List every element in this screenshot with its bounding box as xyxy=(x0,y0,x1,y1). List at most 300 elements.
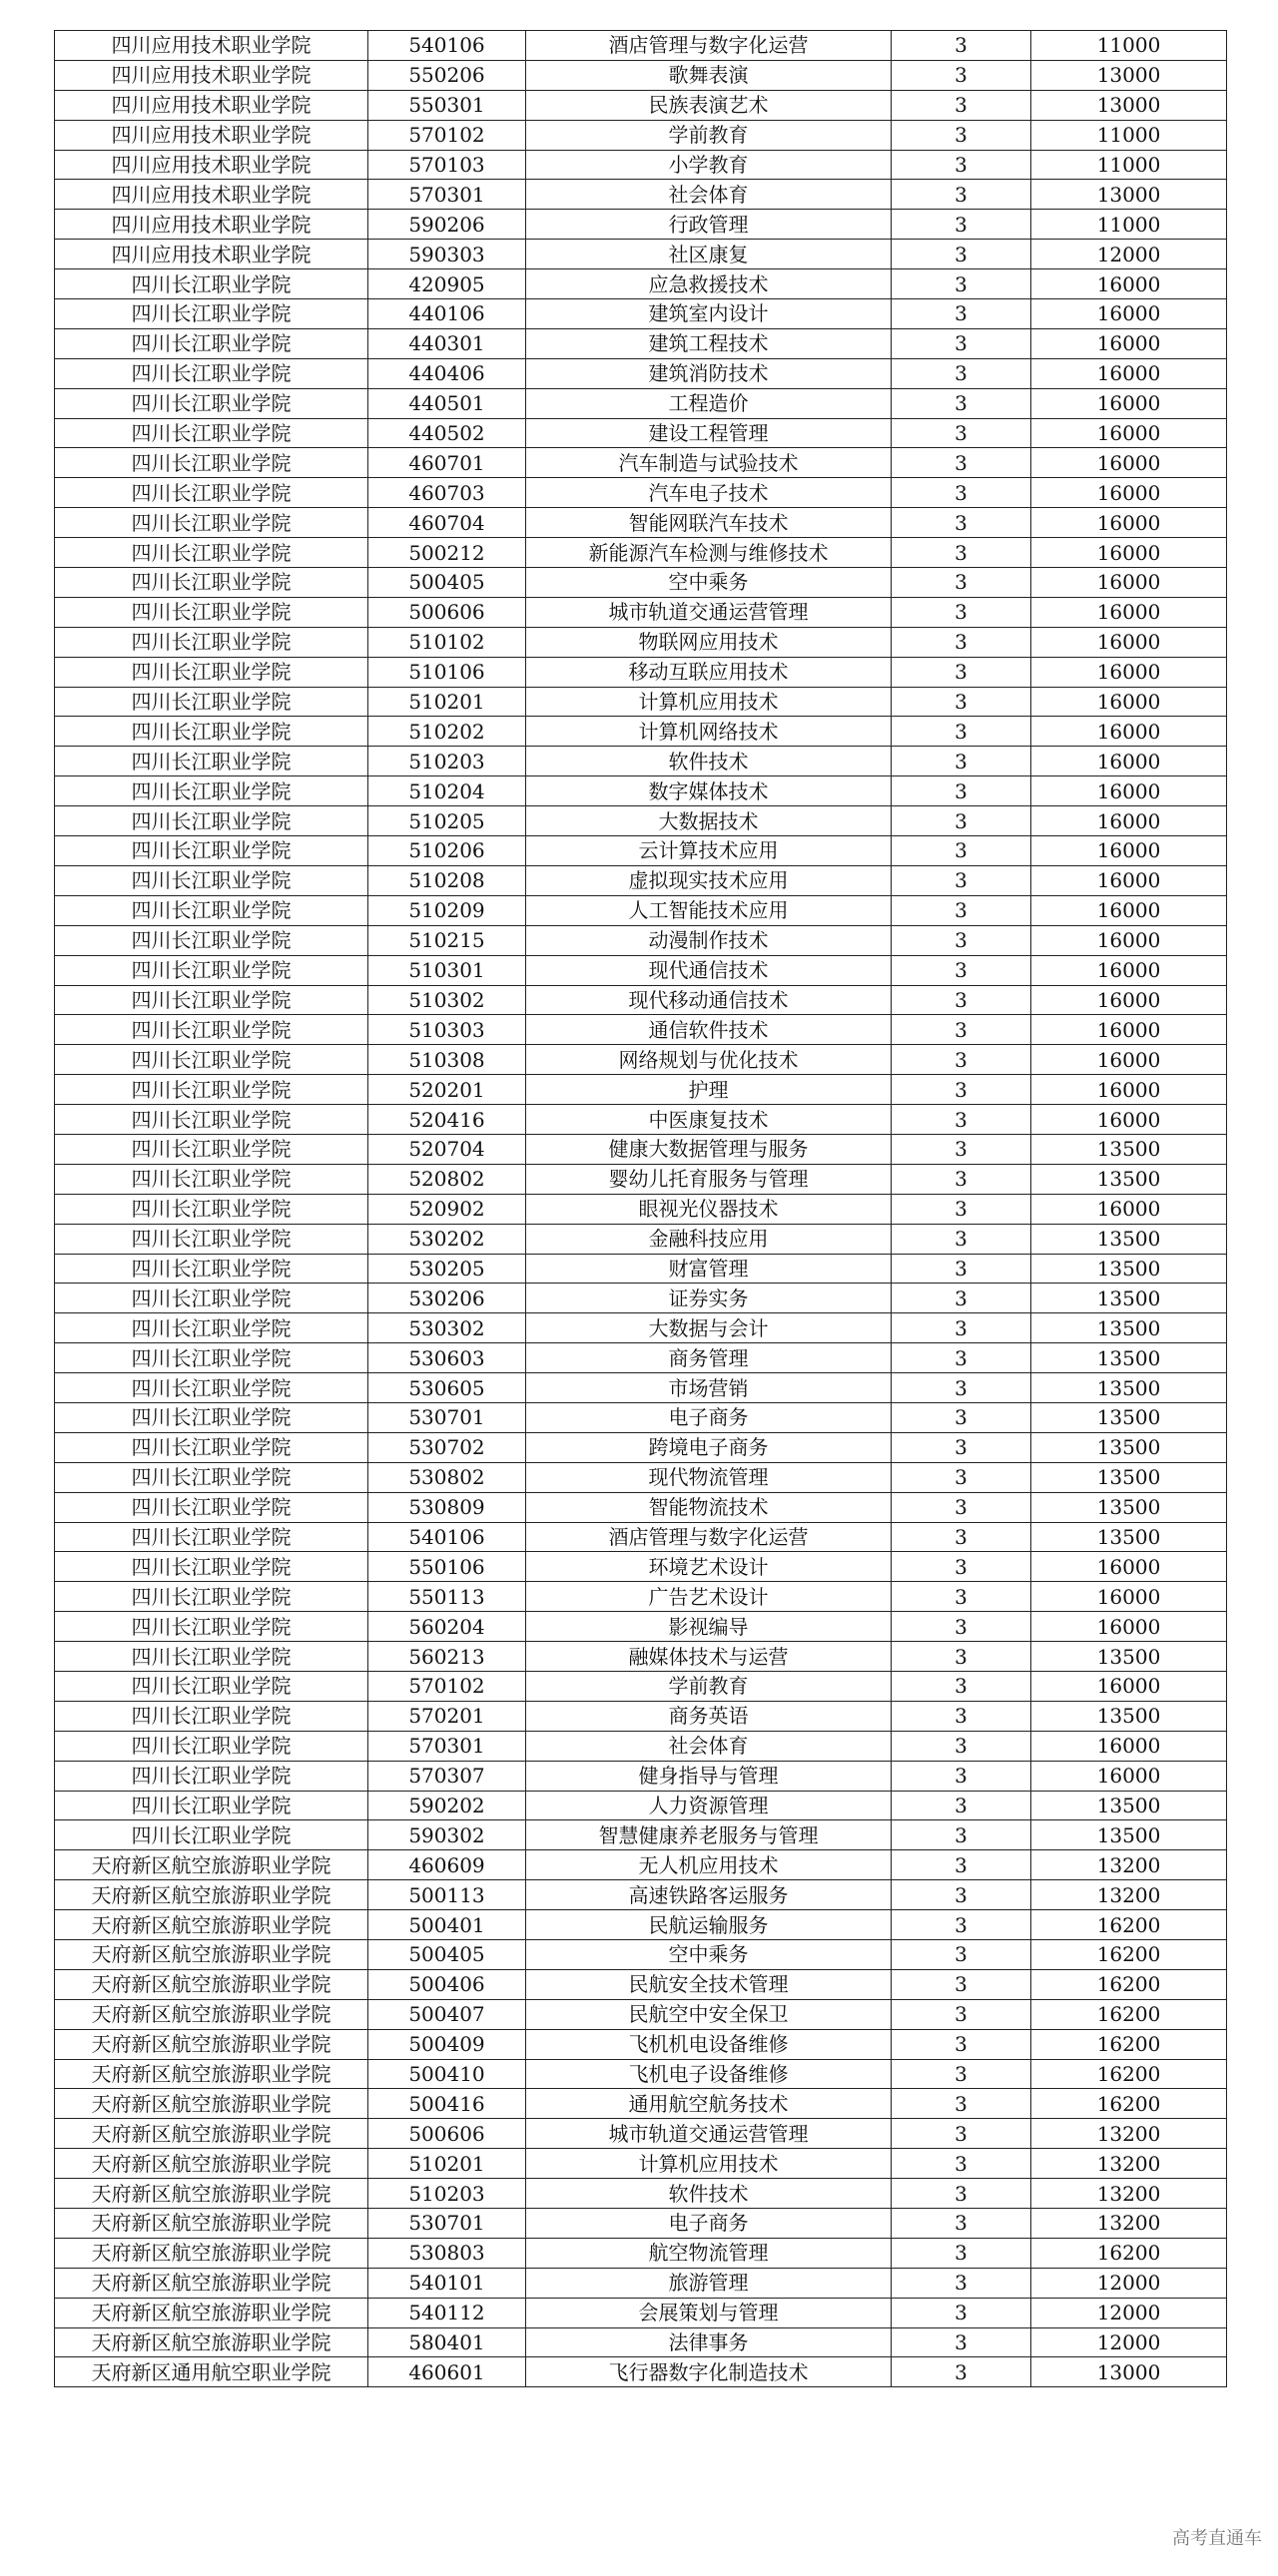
duration-cell: 3 xyxy=(892,568,1031,598)
duration-cell: 3 xyxy=(892,1582,1031,1612)
major-name-cell: 智慧健康养老服务与管理 xyxy=(526,1820,892,1850)
duration-cell: 3 xyxy=(892,60,1031,90)
table-row xyxy=(55,1731,1227,1761)
major-code-cell: 500410 xyxy=(368,2059,526,2089)
major-code-cell: 530605 xyxy=(368,1373,526,1403)
table-row xyxy=(55,1254,1227,1284)
table-row xyxy=(55,1791,1227,1820)
major-name-cell: 法律事务 xyxy=(526,2327,892,2357)
table-row xyxy=(55,1642,1227,1672)
tuition-cell: 11000 xyxy=(1031,150,1227,180)
major-name-cell: 眼视光仪器技术 xyxy=(526,1194,892,1224)
major-name-cell: 健身指导与管理 xyxy=(526,1761,892,1791)
table-row xyxy=(55,269,1227,299)
school-cell: 四川应用技术职业学院 xyxy=(55,210,368,240)
school-cell: 四川长江职业学院 xyxy=(55,1642,368,1672)
major-code-cell: 570102 xyxy=(368,1671,526,1701)
major-name-cell: 工程造价 xyxy=(526,388,892,418)
table-row xyxy=(55,1850,1227,1880)
school-cell: 四川长江职业学院 xyxy=(55,865,368,895)
table-row xyxy=(55,388,1227,418)
major-name-cell: 现代移动通信技术 xyxy=(526,985,892,1015)
major-name-cell: 护理 xyxy=(526,1075,892,1105)
major-code-cell: 440301 xyxy=(368,328,526,358)
major-name-cell: 建筑工程技术 xyxy=(526,328,892,358)
major-name-cell: 智能物流技术 xyxy=(526,1492,892,1522)
major-code-cell: 500401 xyxy=(368,1910,526,1940)
duration-cell: 3 xyxy=(892,1224,1031,1254)
school-cell: 四川长江职业学院 xyxy=(55,1254,368,1284)
duration-cell: 3 xyxy=(892,1671,1031,1701)
major-code-cell: 530603 xyxy=(368,1343,526,1373)
major-name-cell: 通用航空航务技术 xyxy=(526,2089,892,2119)
duration-cell: 3 xyxy=(892,1761,1031,1791)
tuition-cell: 16000 xyxy=(1031,985,1227,1015)
table-row xyxy=(55,806,1227,836)
school-cell: 四川长江职业学院 xyxy=(55,1105,368,1135)
major-code-cell: 570301 xyxy=(368,1731,526,1761)
major-name-cell: 动漫制作技术 xyxy=(526,925,892,955)
major-name-cell: 通信软件技术 xyxy=(526,1015,892,1045)
school-cell: 四川长江职业学院 xyxy=(55,1015,368,1045)
school-cell: 天府新区航空旅游职业学院 xyxy=(55,2149,368,2179)
major-code-cell: 500405 xyxy=(368,1940,526,1970)
tuition-cell: 16000 xyxy=(1031,1671,1227,1701)
major-name-cell: 汽车电子技术 xyxy=(526,478,892,508)
table-row xyxy=(55,627,1227,657)
duration-cell: 3 xyxy=(892,836,1031,866)
major-name-cell: 民航安全技术管理 xyxy=(526,1969,892,1999)
duration-cell: 3 xyxy=(892,538,1031,568)
school-cell: 四川长江职业学院 xyxy=(55,747,368,776)
duration-cell: 3 xyxy=(892,2119,1031,2149)
duration-cell: 3 xyxy=(892,1373,1031,1403)
tuition-cell: 16200 xyxy=(1031,1999,1227,2029)
duration-cell: 3 xyxy=(892,150,1031,180)
table-row xyxy=(55,1284,1227,1313)
major-code-cell: 510201 xyxy=(368,2149,526,2179)
school-cell: 四川长江职业学院 xyxy=(55,358,368,388)
school-cell: 四川长江职业学院 xyxy=(55,806,368,836)
school-cell: 四川长江职业学院 xyxy=(55,627,368,657)
table-row xyxy=(55,1015,1227,1045)
tuition-cell: 16000 xyxy=(1031,1105,1227,1135)
major-name-cell: 民航空中安全保卫 xyxy=(526,1999,892,2029)
duration-cell: 3 xyxy=(892,1820,1031,1850)
duration-cell: 3 xyxy=(892,388,1031,418)
tuition-cell: 13500 xyxy=(1031,1432,1227,1462)
school-cell: 四川应用技术职业学院 xyxy=(55,150,368,180)
tuition-cell: 16000 xyxy=(1031,269,1227,299)
table-row xyxy=(55,597,1227,627)
tuition-cell: 13500 xyxy=(1031,1254,1227,1284)
tuition-cell: 16000 xyxy=(1031,388,1227,418)
major-code-cell: 500405 xyxy=(368,568,526,598)
tuition-cell: 13500 xyxy=(1031,1820,1227,1850)
school-cell: 天府新区航空旅游职业学院 xyxy=(55,2238,368,2268)
major-code-cell: 510302 xyxy=(368,985,526,1015)
school-cell: 四川长江职业学院 xyxy=(55,1224,368,1254)
school-cell: 四川长江职业学院 xyxy=(55,1373,368,1403)
school-cell: 四川长江职业学院 xyxy=(55,1492,368,1522)
major-name-cell: 建筑室内设计 xyxy=(526,299,892,329)
tuition-cell: 16000 xyxy=(1031,1612,1227,1642)
duration-cell: 3 xyxy=(892,687,1031,717)
major-code-cell: 500113 xyxy=(368,1880,526,1910)
duration-cell: 3 xyxy=(892,806,1031,836)
tuition-cell: 13500 xyxy=(1031,1343,1227,1373)
major-name-cell: 航空物流管理 xyxy=(526,2238,892,2268)
duration-cell: 3 xyxy=(892,31,1031,61)
tuition-cell: 13500 xyxy=(1031,1224,1227,1254)
school-cell: 四川长江职业学院 xyxy=(55,1612,368,1642)
major-code-cell: 510204 xyxy=(368,776,526,806)
tuition-cell: 16000 xyxy=(1031,1075,1227,1105)
major-code-cell: 550106 xyxy=(368,1552,526,1582)
major-code-cell: 530302 xyxy=(368,1313,526,1343)
major-code-cell: 500406 xyxy=(368,1969,526,1999)
major-code-cell: 530205 xyxy=(368,1254,526,1284)
tuition-cell: 11000 xyxy=(1031,31,1227,61)
duration-cell: 3 xyxy=(892,1731,1031,1761)
tuition-cell: 16000 xyxy=(1031,776,1227,806)
school-cell: 四川长江职业学院 xyxy=(55,328,368,358)
major-code-cell: 440501 xyxy=(368,388,526,418)
table-row xyxy=(55,1701,1227,1731)
major-code-cell: 550206 xyxy=(368,60,526,90)
major-code-cell: 460601 xyxy=(368,2357,526,2387)
duration-cell: 3 xyxy=(892,269,1031,299)
school-cell: 四川长江职业学院 xyxy=(55,1343,368,1373)
tuition-cell: 16000 xyxy=(1031,448,1227,478)
major-code-cell: 530202 xyxy=(368,1224,526,1254)
table-row xyxy=(55,925,1227,955)
school-cell: 四川长江职业学院 xyxy=(55,1462,368,1492)
school-cell: 四川长江职业学院 xyxy=(55,1402,368,1432)
tuition-cell: 16000 xyxy=(1031,299,1227,329)
school-cell: 四川应用技术职业学院 xyxy=(55,31,368,61)
duration-cell: 3 xyxy=(892,1642,1031,1672)
major-code-cell: 570307 xyxy=(368,1761,526,1791)
school-cell: 四川长江职业学院 xyxy=(55,1820,368,1850)
tuition-cell: 13200 xyxy=(1031,2179,1227,2209)
duration-cell: 3 xyxy=(892,120,1031,150)
major-code-cell: 510201 xyxy=(368,687,526,717)
table-row xyxy=(55,478,1227,508)
school-cell: 四川长江职业学院 xyxy=(55,1582,368,1612)
major-code-cell: 440406 xyxy=(368,358,526,388)
table-row xyxy=(55,31,1227,61)
table-row xyxy=(55,2029,1227,2059)
duration-cell: 3 xyxy=(892,1254,1031,1284)
major-name-cell: 云计算技术应用 xyxy=(526,836,892,866)
table-row xyxy=(55,1582,1227,1612)
duration-cell: 3 xyxy=(892,1791,1031,1820)
school-cell: 四川应用技术职业学院 xyxy=(55,60,368,90)
tuition-cell: 16200 xyxy=(1031,2238,1227,2268)
fee-table-body xyxy=(55,31,1227,2387)
duration-cell: 3 xyxy=(892,925,1031,955)
duration-cell: 3 xyxy=(892,1462,1031,1492)
table-row xyxy=(55,1224,1227,1254)
table-row xyxy=(55,1313,1227,1343)
duration-cell: 3 xyxy=(892,299,1031,329)
table-row xyxy=(55,865,1227,895)
duration-cell: 3 xyxy=(892,985,1031,1015)
table-row xyxy=(55,1940,1227,1970)
major-name-cell: 无人机应用技术 xyxy=(526,1850,892,1880)
major-name-cell: 大数据与会计 xyxy=(526,1313,892,1343)
table-row xyxy=(55,1522,1227,1552)
table-row xyxy=(55,60,1227,90)
table-row xyxy=(55,1194,1227,1224)
school-cell: 四川长江职业学院 xyxy=(55,388,368,418)
tuition-cell: 16200 xyxy=(1031,2029,1227,2059)
duration-cell: 3 xyxy=(892,2298,1031,2327)
school-cell: 天府新区航空旅游职业学院 xyxy=(55,2179,368,2209)
table-row xyxy=(55,2327,1227,2357)
major-code-cell: 510301 xyxy=(368,955,526,985)
major-name-cell: 学前教育 xyxy=(526,120,892,150)
duration-cell: 3 xyxy=(892,1164,1031,1194)
school-cell: 天府新区航空旅游职业学院 xyxy=(55,1969,368,1999)
major-code-cell: 510106 xyxy=(368,657,526,687)
duration-cell: 3 xyxy=(892,2268,1031,2298)
major-name-cell: 会展策划与管理 xyxy=(526,2298,892,2327)
school-cell: 四川长江职业学院 xyxy=(55,418,368,448)
table-row xyxy=(55,90,1227,120)
major-name-cell: 飞行器数字化制造技术 xyxy=(526,2357,892,2387)
tuition-cell: 16000 xyxy=(1031,1015,1227,1045)
major-name-cell: 计算机应用技术 xyxy=(526,2149,892,2179)
duration-cell: 3 xyxy=(892,2357,1031,2387)
table-row xyxy=(55,2149,1227,2179)
duration-cell: 3 xyxy=(892,90,1031,120)
school-cell: 四川长江职业学院 xyxy=(55,687,368,717)
table-row xyxy=(55,2268,1227,2298)
major-name-cell: 应急救援技术 xyxy=(526,269,892,299)
major-code-cell: 440106 xyxy=(368,299,526,329)
tuition-cell: 13200 xyxy=(1031,2119,1227,2149)
major-code-cell: 500606 xyxy=(368,597,526,627)
major-name-cell: 融媒体技术与运营 xyxy=(526,1642,892,1672)
school-cell: 天府新区通用航空职业学院 xyxy=(55,2357,368,2387)
tuition-cell: 13500 xyxy=(1031,1313,1227,1343)
major-code-cell: 510209 xyxy=(368,895,526,925)
tuition-cell: 16000 xyxy=(1031,925,1227,955)
school-cell: 四川长江职业学院 xyxy=(55,299,368,329)
major-name-cell: 高速铁路客运服务 xyxy=(526,1880,892,1910)
tuition-cell: 16200 xyxy=(1031,1940,1227,1970)
major-name-cell: 城市轨道交通运营管理 xyxy=(526,597,892,627)
major-code-cell: 590302 xyxy=(368,1820,526,1850)
major-code-cell: 500409 xyxy=(368,2029,526,2059)
tuition-cell: 16000 xyxy=(1031,1552,1227,1582)
major-code-cell: 500606 xyxy=(368,2119,526,2149)
duration-cell: 3 xyxy=(892,1045,1031,1075)
school-cell: 四川应用技术职业学院 xyxy=(55,240,368,269)
tuition-cell: 16000 xyxy=(1031,1194,1227,1224)
table-row xyxy=(55,1552,1227,1582)
tuition-cell: 16200 xyxy=(1031,2059,1227,2089)
major-name-cell: 网络规划与优化技术 xyxy=(526,1045,892,1075)
tuition-cell: 16000 xyxy=(1031,895,1227,925)
duration-cell: 3 xyxy=(892,358,1031,388)
major-name-cell: 酒店管理与数字化运营 xyxy=(526,31,892,61)
major-name-cell: 空中乘务 xyxy=(526,568,892,598)
major-code-cell: 540106 xyxy=(368,31,526,61)
major-name-cell: 计算机应用技术 xyxy=(526,687,892,717)
major-name-cell: 飞机电子设备维修 xyxy=(526,2059,892,2089)
school-cell: 天府新区航空旅游职业学院 xyxy=(55,1910,368,1940)
table-row xyxy=(55,895,1227,925)
duration-cell: 3 xyxy=(892,1701,1031,1731)
duration-cell: 3 xyxy=(892,627,1031,657)
school-cell: 天府新区航空旅游职业学院 xyxy=(55,2327,368,2357)
table-row xyxy=(55,717,1227,747)
major-code-cell: 530701 xyxy=(368,1402,526,1432)
duration-cell: 3 xyxy=(892,2149,1031,2179)
major-name-cell: 影视编导 xyxy=(526,1612,892,1642)
major-code-cell: 460703 xyxy=(368,478,526,508)
duration-cell: 3 xyxy=(892,2059,1031,2089)
tuition-cell: 16200 xyxy=(1031,1969,1227,1999)
tuition-cell: 16200 xyxy=(1031,2089,1227,2119)
table-row xyxy=(55,538,1227,568)
duration-cell: 3 xyxy=(892,1015,1031,1045)
school-cell: 四川长江职业学院 xyxy=(55,1075,368,1105)
school-cell: 四川应用技术职业学院 xyxy=(55,90,368,120)
school-cell: 四川长江职业学院 xyxy=(55,955,368,985)
duration-cell: 3 xyxy=(892,717,1031,747)
duration-cell: 3 xyxy=(892,597,1031,627)
table-row xyxy=(55,1343,1227,1373)
duration-cell: 3 xyxy=(892,1880,1031,1910)
school-cell: 四川长江职业学院 xyxy=(55,508,368,538)
table-row xyxy=(55,120,1227,150)
table-row xyxy=(55,747,1227,776)
tuition-cell: 16000 xyxy=(1031,717,1227,747)
duration-cell: 3 xyxy=(892,2238,1031,2268)
major-name-cell: 健康大数据管理与服务 xyxy=(526,1134,892,1164)
table-row xyxy=(55,1045,1227,1075)
school-cell: 四川长江职业学院 xyxy=(55,1761,368,1791)
major-code-cell: 510203 xyxy=(368,747,526,776)
major-code-cell: 520416 xyxy=(368,1105,526,1135)
school-cell: 天府新区航空旅游职业学院 xyxy=(55,1940,368,1970)
table-row xyxy=(55,1402,1227,1432)
major-name-cell: 婴幼儿托育服务与管理 xyxy=(526,1164,892,1194)
school-cell: 天府新区航空旅游职业学院 xyxy=(55,1999,368,2029)
watermark: 高考直通车 xyxy=(1172,2528,1262,2549)
major-code-cell: 590206 xyxy=(368,210,526,240)
duration-cell: 3 xyxy=(892,776,1031,806)
duration-cell: 3 xyxy=(892,747,1031,776)
tuition-cell: 16000 xyxy=(1031,1731,1227,1761)
table-row xyxy=(55,1492,1227,1522)
major-name-cell: 物联网应用技术 xyxy=(526,627,892,657)
major-code-cell: 510215 xyxy=(368,925,526,955)
school-cell: 四川长江职业学院 xyxy=(55,568,368,598)
major-code-cell: 520902 xyxy=(368,1194,526,1224)
school-cell: 四川长江职业学院 xyxy=(55,776,368,806)
school-cell: 天府新区航空旅游职业学院 xyxy=(55,1880,368,1910)
duration-cell: 3 xyxy=(892,865,1031,895)
major-name-cell: 现代物流管理 xyxy=(526,1462,892,1492)
tuition-cell: 16000 xyxy=(1031,955,1227,985)
school-cell: 四川应用技术职业学院 xyxy=(55,180,368,210)
duration-cell: 3 xyxy=(892,1194,1031,1224)
major-name-cell: 民航运输服务 xyxy=(526,1910,892,1940)
table-row xyxy=(55,1612,1227,1642)
major-name-cell: 财富管理 xyxy=(526,1254,892,1284)
tuition-cell: 13500 xyxy=(1031,1134,1227,1164)
tuition-cell: 11000 xyxy=(1031,210,1227,240)
fee-table xyxy=(54,30,1227,2387)
major-code-cell: 580401 xyxy=(368,2327,526,2357)
table-row xyxy=(55,1910,1227,1940)
major-code-cell: 570103 xyxy=(368,150,526,180)
school-cell: 四川长江职业学院 xyxy=(55,1194,368,1224)
duration-cell: 3 xyxy=(892,1910,1031,1940)
table-row xyxy=(55,1999,1227,2029)
tuition-cell: 16000 xyxy=(1031,657,1227,687)
major-code-cell: 510303 xyxy=(368,1015,526,1045)
school-cell: 四川长江职业学院 xyxy=(55,657,368,687)
major-name-cell: 金融科技应用 xyxy=(526,1224,892,1254)
major-code-cell: 530702 xyxy=(368,1432,526,1462)
major-code-cell: 530802 xyxy=(368,1462,526,1492)
school-cell: 天府新区航空旅游职业学院 xyxy=(55,2298,368,2327)
school-cell: 四川长江职业学院 xyxy=(55,1701,368,1731)
school-cell: 四川长江职业学院 xyxy=(55,925,368,955)
duration-cell: 3 xyxy=(892,1313,1031,1343)
table-row xyxy=(55,1880,1227,1910)
table-row xyxy=(55,448,1227,478)
table-row xyxy=(55,1820,1227,1850)
major-code-cell: 550301 xyxy=(368,90,526,120)
major-name-cell: 飞机机电设备维修 xyxy=(526,2029,892,2059)
major-name-cell: 新能源汽车检测与维修技术 xyxy=(526,538,892,568)
tuition-cell: 13500 xyxy=(1031,1164,1227,1194)
duration-cell: 3 xyxy=(892,1402,1031,1432)
major-code-cell: 530809 xyxy=(368,1492,526,1522)
tuition-cell: 12000 xyxy=(1031,2268,1227,2298)
duration-cell: 3 xyxy=(892,2179,1031,2209)
major-code-cell: 520802 xyxy=(368,1164,526,1194)
tuition-cell: 13500 xyxy=(1031,1284,1227,1313)
table-row xyxy=(55,836,1227,866)
major-code-cell: 420905 xyxy=(368,269,526,299)
school-cell: 四川长江职业学院 xyxy=(55,1313,368,1343)
tuition-cell: 13500 xyxy=(1031,1492,1227,1522)
table-row xyxy=(55,2059,1227,2089)
tuition-cell: 16000 xyxy=(1031,1761,1227,1791)
table-row xyxy=(55,1105,1227,1135)
major-code-cell: 560213 xyxy=(368,1642,526,1672)
table-row xyxy=(55,1432,1227,1462)
tuition-cell: 16000 xyxy=(1031,836,1227,866)
major-code-cell: 510206 xyxy=(368,836,526,866)
duration-cell: 3 xyxy=(892,508,1031,538)
major-code-cell: 460609 xyxy=(368,1850,526,1880)
table-row xyxy=(55,508,1227,538)
major-code-cell: 510208 xyxy=(368,865,526,895)
duration-cell: 3 xyxy=(892,1432,1031,1462)
duration-cell: 3 xyxy=(892,2327,1031,2357)
duration-cell: 3 xyxy=(892,210,1031,240)
major-name-cell: 社会体育 xyxy=(526,1731,892,1761)
